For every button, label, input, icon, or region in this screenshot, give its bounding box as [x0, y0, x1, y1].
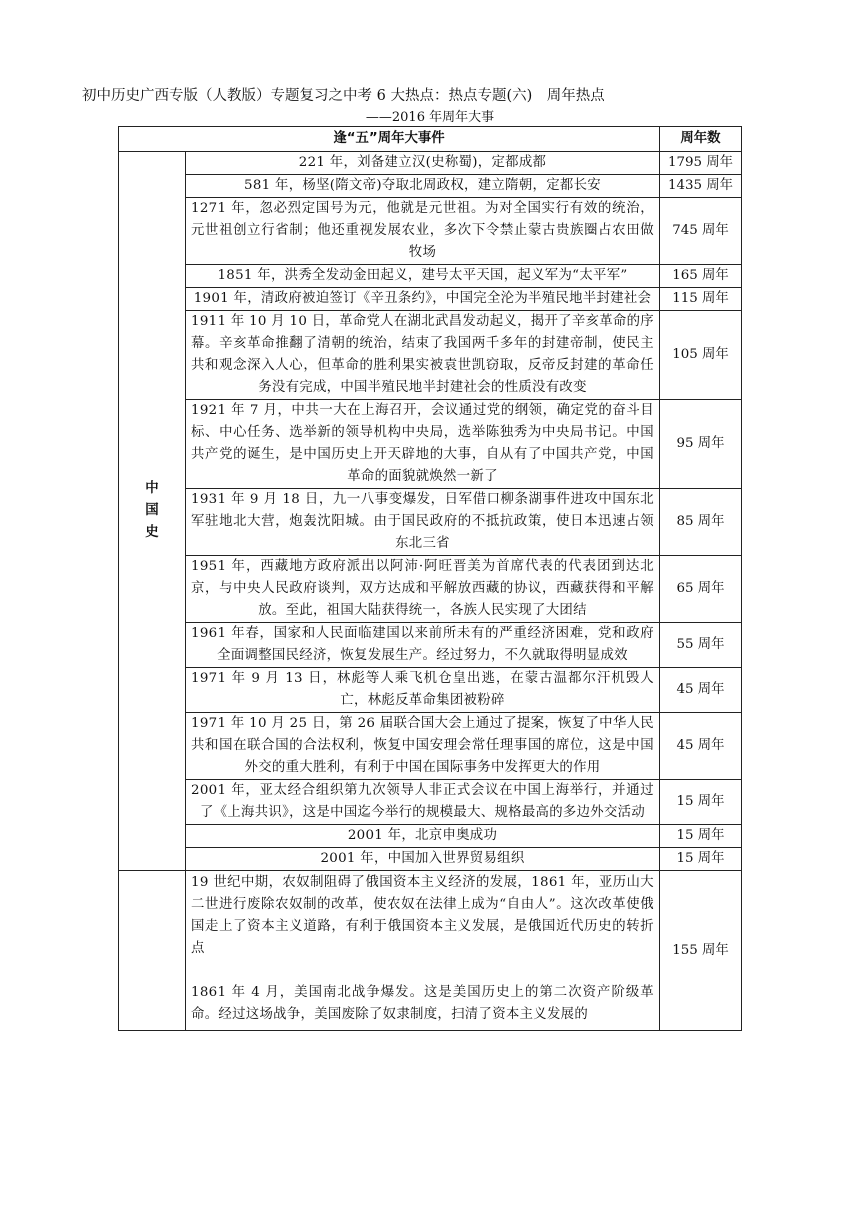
table-row	[119, 623, 742, 668]
table-row	[119, 825, 742, 848]
event-cell: 1961 年春，国家和人民面临建国以来前所未有的严重经济困难，党和政府全面调整国民经济，恢复发展生产。经过努力，不久就取得明显成效	[186, 623, 660, 668]
header-event: 逢“五”周年大事件	[119, 127, 660, 152]
anniversary-table	[118, 126, 742, 1031]
table-row	[119, 848, 742, 871]
event-cell: 2001 年，亚太经合组织第九次领导人非正式会议在中国上海举行，并通过了《上海共识》，这是中国迄今举行的规模最大、规格最高的多边外交活动	[186, 780, 660, 825]
event-cell: 2001 年，北京申奥成功	[186, 825, 660, 848]
years-cell: 45 周年	[660, 713, 742, 780]
category-china: 中国史	[119, 152, 186, 871]
table-row	[119, 668, 742, 713]
table-row	[119, 713, 742, 780]
years-cell: 165 周年	[660, 265, 742, 288]
event-paragraph: 19 世纪中期，农奴制阻碍了俄国资本主义经济的发展，1861 年，亚历山大二世进行废除农奴制的改革，使农奴在法律上成为“自由人”。这次改革使俄国走上了资本主义道路，有利于俄国资本主义发展，是俄国近代历史的转折点	[191, 875, 654, 956]
years-cell: 85 周年	[660, 489, 742, 556]
event-cell: 1271 年，忽必烈定国号为元，他就是元世祖。为对全国实行有效的统治，元世祖创立行省制；他还重视发展农业，多次下令禁止蒙古贵族圈占农田做牧场	[186, 198, 660, 265]
event-cell: 2001 年，中国加入世界贸易组织	[186, 848, 660, 871]
table-row	[119, 152, 742, 175]
document-title: 初中历史广西专版（人教版）专题复习之中考 6 大热点：热点专题(六) 周年热点	[82, 88, 605, 104]
years-cell: 115 周年	[660, 288, 742, 311]
years-cell: 745 周年	[660, 198, 742, 265]
event-cell: 221 年，刘备建立汉(史称蜀)，定都成都	[186, 152, 660, 175]
years-cell: 1435 周年	[660, 175, 742, 198]
table-row	[119, 400, 742, 489]
event-cell: 1971 年 9 月 13 日，林彪等人乘飞机仓皇出逃，在蒙古温都尔汗机毁人亡，林彪反革命集团被粉碎	[186, 668, 660, 713]
event-cell	[186, 871, 660, 1031]
event-cell: 1911 年 10 月 10 日，革命党人在湖北武昌发动起义，揭开了辛亥革命的序幕。辛亥革命推翻了清朝的统治，结束了我国两千多年的封建帝制，使民主共和观念深入人心，但革命的胜利果实被袁世凯窃取，反帝反封建的革命任务没有完成，中国半殖民地半封建社会的性质没有改变	[186, 311, 660, 400]
table-row	[119, 198, 742, 265]
years-cell: 15 周年	[660, 780, 742, 825]
years-cell: 55 周年	[660, 623, 742, 668]
years-cell: 15 周年	[660, 848, 742, 871]
table-row	[119, 780, 742, 825]
table-header-row	[119, 127, 742, 152]
years-cell: 105 周年	[660, 311, 742, 400]
years-cell: 65 周年	[660, 556, 742, 623]
table-row	[119, 489, 742, 556]
table-row	[119, 556, 742, 623]
table-row	[119, 871, 742, 1031]
years-cell: 1795 周年	[660, 152, 742, 175]
header-years: 周年数	[660, 127, 742, 152]
event-cell: 1901 年，清政府被迫签订《辛丑条约》，中国完全沦为半殖民地半封建社会	[186, 288, 660, 311]
event-cell: 581 年，杨坚(隋文帝)夺取北周政权，建立隋朝，定都长安	[186, 175, 660, 198]
table-row	[119, 175, 742, 198]
table-row	[119, 265, 742, 288]
event-cell: 1951 年，西藏地方政府派出以阿沛·阿旺晋美为首席代表的代表团到达北京，与中央人民政府谈判，双方达成和平解放西藏的协议，西藏获得和平解放。至此，祖国大陆获得统一，各族人民实现了大团结	[186, 556, 660, 623]
category-foreign	[119, 871, 186, 1031]
table-row	[119, 311, 742, 400]
event-paragraph: 1861 年 4 月，美国南北战争爆发。这是美国历史上的第二次资产阶级革命。经过这场战争，美国废除了奴隶制度，扫清了资本主义发展的	[191, 985, 654, 1022]
event-cell: 1921 年 7 月，中共一大在上海召开，会议通过党的纲领，确定党的奋斗目标、中心任务、选举新的领导机构中央局，选举陈独秀为中央局书记。中国共产党的诞生，是中国历史上开天辟地的大事，自从有了中国共产党，中国革命的面貌就焕然一新了	[186, 400, 660, 489]
event-cell: 1851 年，洪秀全发动金田起义，建号太平天国，起义军为“太平军”	[186, 265, 660, 288]
years-cell: 155 周年	[660, 871, 742, 1031]
event-cell: 1971 年 10 月 25 日，第 26 届联合国大会上通过了提案，恢复了中华人民共和国在联合国的合法权利，恢复中国安理会常任理事国的席位，这是中国外交的重大胜利，有利于中国在国际事务中发挥更大的作用	[186, 713, 660, 780]
document-subtitle: ——2016 年周年大事	[365, 110, 495, 125]
years-cell: 95 周年	[660, 400, 742, 489]
years-cell: 15 周年	[660, 825, 742, 848]
event-cell: 1931 年 9 月 18 日，九一八事变爆发，日军借口柳条湖事件进攻中国东北军驻地北大营，炮轰沈阳城。由于国民政府的不抵抗政策，使日本迅速占领东北三省	[186, 489, 660, 556]
table-row	[119, 288, 742, 311]
years-cell: 45 周年	[660, 668, 742, 713]
